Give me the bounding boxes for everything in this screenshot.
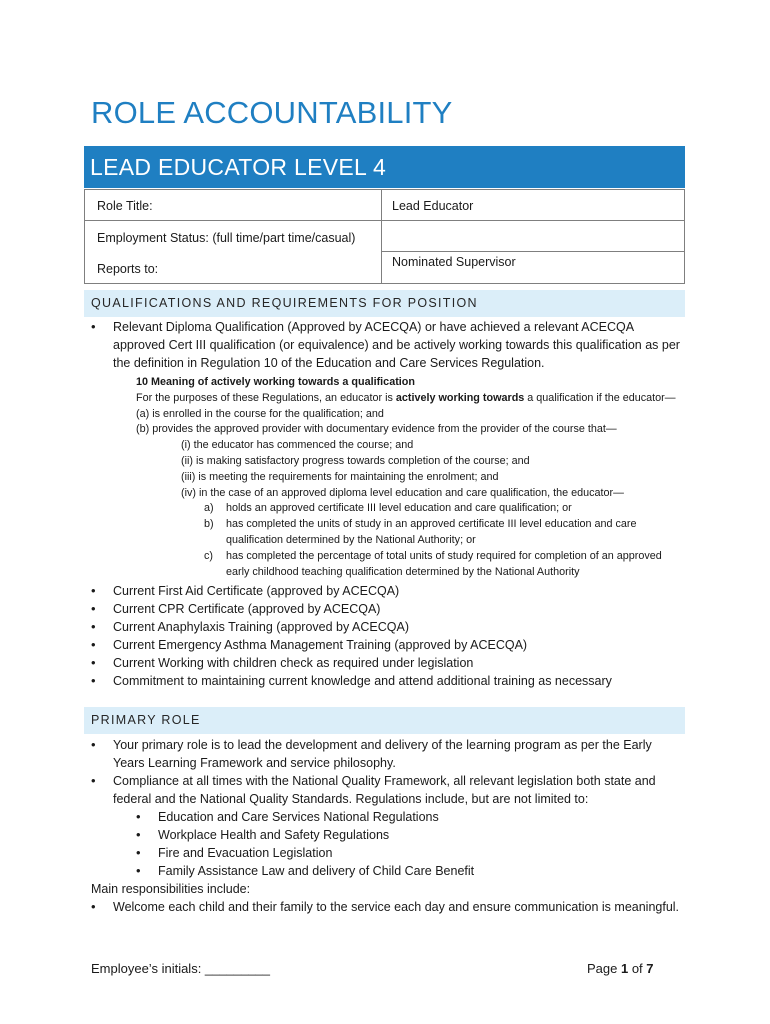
list-item: • Current Anaphylaxis Training (approved by ACECQA) [91, 618, 681, 636]
regulation-alpha-item: a) holds an approved certificate III level education and care qualification; or [204, 502, 572, 515]
list-item: • Current CPR Certificate (approved by ACECQA) [91, 600, 681, 618]
regulation-clause-b: (b) provides the approved provider with documentary evidence from the provider of the course that— [136, 423, 617, 436]
primary-role-section [91, 736, 681, 916]
regulation-alpha-item: c) has completed the percentage of total units of study required for completion of an approved early childhood teaching qualification determined by the National Authority [204, 549, 662, 578]
primary-role-heading: PRIMARY ROLE [84, 707, 685, 734]
qualifications-list [91, 318, 681, 372]
list-item: • Commitment to maintaining current knowledge and attend additional training as necessary [91, 672, 681, 690]
employment-status-label: Employment Status: (full time/part time/casual) [97, 231, 356, 245]
regulation-intro: For the purposes of these Regulations, an educator is actively working towards a qualification if the educator— [136, 391, 676, 404]
document-title: ROLE ACCOUNTABILITY [91, 95, 453, 130]
page-number: Page 1 of 7 [587, 961, 654, 976]
table-row [85, 252, 685, 284]
regulation-alpha-item: b) has completed the units of study in an approved certificate III level education and care qualification determined by the National Authority; or [204, 518, 637, 546]
list-item: • Welcome each child and their family to the service each day and ensure communication is meaningful. [91, 898, 681, 916]
list-item: • Relevant Diploma Qualification (Approved by ACECQA) or have achieved a relevant ACECQA approved Cert III qualification (or equivalence) and be actively working towards this qualification as per the definition in Regulation 10 of the Education and Care Services Regulation. [91, 318, 681, 372]
list-item: • Education and Care Services National Regulations [136, 808, 681, 826]
table-row [85, 190, 685, 221]
regulation-excerpt [136, 375, 676, 580]
list-item: • Current Emergency Asthma Management Training (approved by ACECQA) [91, 636, 681, 654]
reports-to-value: Nominated Supervisor [392, 255, 516, 269]
main-responsibilities-label: Main responsibilities include: [91, 882, 251, 896]
regulation-subclause: (iv) in the case of an approved diploma level education and care qualification, the educator— [181, 486, 624, 499]
role-info-table [84, 189, 685, 284]
regulation-heading: 10 Meaning of actively working towards a qualification [136, 376, 415, 388]
regulation-clause-a: (a) is enrolled in the course for the qualification; and [136, 407, 384, 420]
list-item: • Compliance at all times with the National Quality Framework, all relevant legislation both state and federal and the National Quality Standards. Regulations include, but are not limited to: [91, 772, 681, 808]
employee-initials: Employee’s initials: _________ [91, 961, 270, 976]
regulation-subclause: (i) the educator has commenced the course; and [181, 439, 414, 452]
qualifications-section [91, 318, 681, 690]
employment-status-value [392, 221, 684, 230]
reports-to-label: Reports to: [97, 261, 159, 276]
table-row [85, 221, 685, 252]
list-item: • Current Working with children check as required under legislation [91, 654, 681, 672]
list-item: • Workplace Health and Safety Regulations [136, 826, 681, 844]
list-item: • Fire and Evacuation Legislation [136, 844, 681, 862]
regulation-subclause: (iii) is meeting the requirements for maintaining the enrolment; and [181, 470, 499, 483]
list-item: • Current First Aid Certificate (approved by ACECQA) [91, 582, 681, 600]
role-title-value: Lead Educator [392, 199, 474, 213]
role-title-label: Role Title: [97, 199, 153, 213]
list-item: • Family Assistance Law and delivery of Child Care Benefit [136, 862, 681, 880]
qualifications-list [91, 582, 681, 690]
list-item: • Your primary role is to lead the development and delivery of the learning program as per the Early Years Learning Framework and service philosophy. [91, 736, 681, 772]
qualifications-heading: QUALIFICATIONS AND REQUIREMENTS FOR POSITION [84, 290, 685, 317]
regulations-list [136, 808, 681, 880]
role-banner: LEAD EDUCATOR LEVEL 4 [84, 146, 685, 188]
regulation-subclause: (ii) is making satisfactory progress towards completion of the course; and [181, 454, 530, 467]
responsibilities-list [91, 898, 681, 916]
primary-role-list [91, 736, 681, 808]
